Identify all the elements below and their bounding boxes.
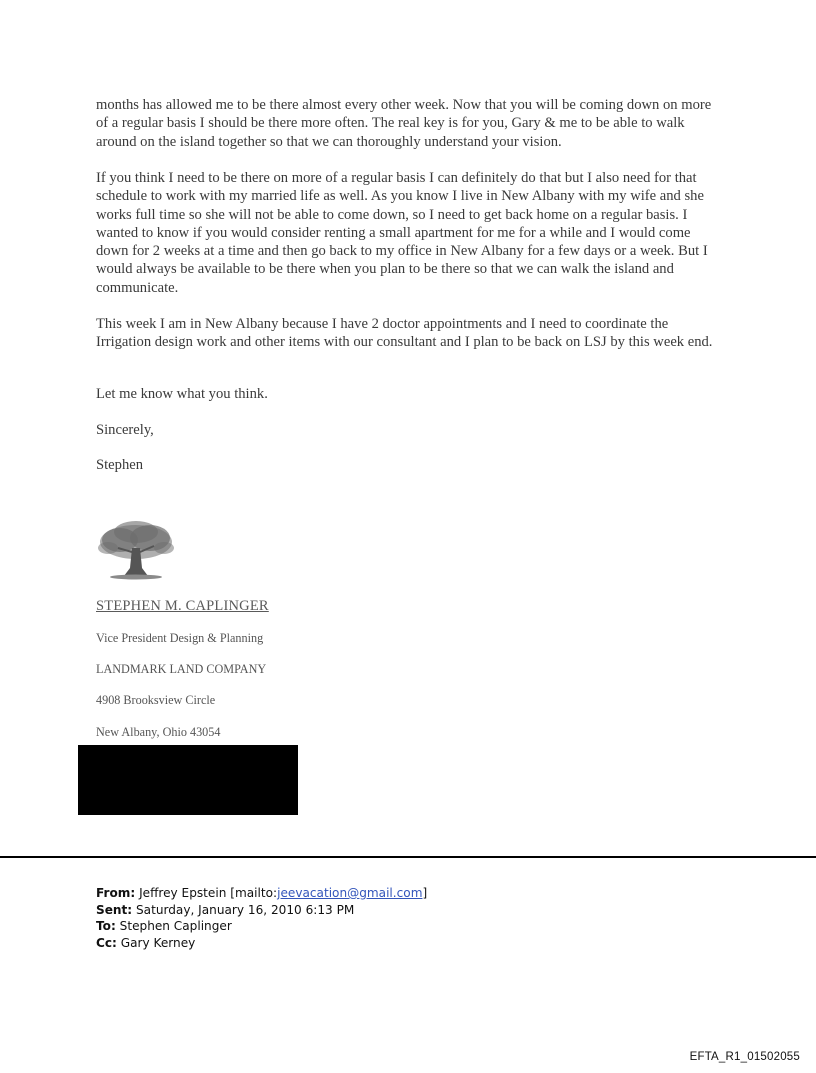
to-label: To:: [96, 919, 116, 933]
sent-line: [96, 902, 427, 919]
signature-city: New Albany, Ohio 43054: [96, 725, 221, 739]
from-label: From:: [96, 886, 136, 900]
redaction-block: [78, 745, 298, 815]
signoff-name: Stephen: [96, 457, 144, 473]
cc-line: [96, 935, 427, 952]
sent-value: Saturday, January 16, 2010 6:13 PM: [136, 902, 355, 917]
email-header: [96, 885, 427, 951]
from-line: [96, 885, 427, 902]
paragraph-visits: months has allowed me to be there almost every other week. Now that you will be coming down on more of a regular basis I should be there more often. The real key is for you, Gary & me to be able to walk around on the island together so that we can thoroughly understand your vision.: [96, 97, 712, 150]
cc-label: Cc:: [96, 935, 117, 950]
document-id: EFTA_R1_01502055: [689, 1051, 800, 1063]
signature-title: Vice President Design & Planning: [96, 631, 264, 645]
to-value: Stephen Caplinger: [119, 919, 232, 933]
paragraph-this-week: This week I am in New Albany because I have 2 doctor appointments and I need to coordinate the Irrigation design work and other items with our consultant and I plan to be back on LSJ by this week end.: [96, 316, 713, 351]
email-separator-rule: [0, 856, 816, 858]
sent-label: Sent:: [96, 902, 133, 917]
paragraph-schedule: If you think I need to be there on more of a regular basis I can definitely do that but I also need for that schedule to work with my married life as well. As you know I live in New Albany with my wife and she works full time so she will not be able to come down, so I need to get back home on a regular basis. I wanted to know if you would consider renting a small apartment for me for a while and I would come down for 2 weeks at a time and then go back to my office in New Albany for a few days or a week. But I would always be available to be there when you plan to be there so that we can walk the island and communicate.: [96, 170, 708, 296]
signature-company: LANDMARK LAND COMPANY: [96, 662, 267, 676]
paragraph-let-me-know: Let me know what you think.: [96, 386, 268, 402]
closing: Sincerely,: [96, 422, 154, 438]
from-email-link[interactable]: jeevacation@gmail.com: [277, 886, 423, 900]
cc-value: Gary Kerney: [120, 935, 196, 950]
from-close-bracket: ]: [422, 886, 428, 900]
from-name: Jeffrey Epstein [mailto:: [139, 886, 278, 900]
to-line: [96, 918, 427, 935]
signature-street: 4908 Brooksview Circle: [96, 693, 216, 707]
oak-tree-logo-icon: [96, 518, 176, 582]
signature-name: STEPHEN M. CAPLINGER: [96, 598, 269, 614]
